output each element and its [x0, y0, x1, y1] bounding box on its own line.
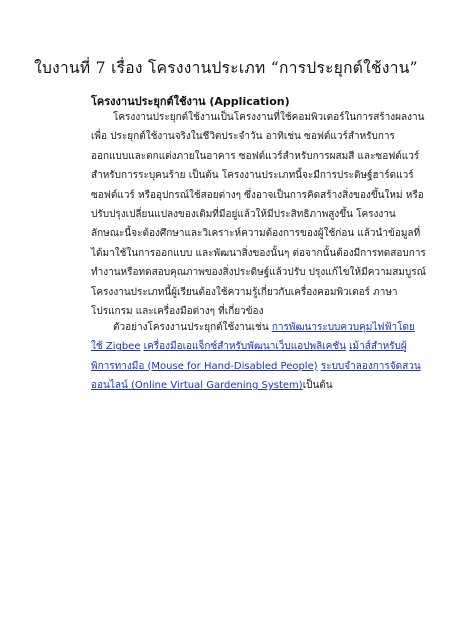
paragraph-line — [91, 376, 373, 395]
paragraph-line — [91, 337, 407, 356]
section-heading: โครงงานประยุกต์ใช้งาน (Application) — [91, 95, 290, 108]
example-link-zigbee-power-control[interactable]: การพัฒนาระบบควบคุมไฟฟ้าโดย — [271, 322, 415, 333]
paragraph-line: สำหรับการระบุคนร้าย เป็นต้น โครงงานประเภทนี้จะมีการประดิษฐ์ฮาร์ดแวร์ — [91, 170, 414, 182]
paragraph-line — [91, 318, 415, 337]
example-link-virtual-gardening[interactable]: ระบบจำลองการจัดสวน — [320, 360, 421, 372]
body-paragraph-examples — [91, 318, 421, 396]
examples-outro-text: เป็นต้น — [302, 380, 333, 392]
paragraph-line: ปรับปรุงเปลี่ยนแปลงของเดิมที่มีอยู่แล้วให้มีประสิทธิภาพสูงขึ้น โครงงาน — [91, 209, 396, 221]
example-link-zigbee-power-control[interactable]: ใช้ Zigbee — [91, 341, 141, 353]
paragraph-line: ออกแบบและตกแต่งภายในอาคาร ซอฟต์แวร์สำหรับการผสมสี และซอฟต์แวร์ — [91, 150, 420, 162]
paragraph-line: ได้มาใช้ในการออกแบบ และพัฒนาสิ่งของนั้นๆ ต่อจากนั้นต้องมีการทดสอบการ — [91, 247, 426, 259]
paragraph-line: โครงงานประยุกต์ใช้งานเป็นโครงงานที่ใช้คอมพิวเตอร์ในการสร้างผลงาน — [113, 112, 425, 123]
paragraph-line: เพื่อ ประยุกต์ใช้งานจริงในชีวิตประจำวัน อาทิเช่น ซอฟต์แวร์สำหรับการ — [91, 131, 395, 143]
page-title: ใบงานที่ 7 เรื่อง โครงงานประเภท “การประยุกต์ใช้งาน” — [34, 59, 418, 77]
paragraph-line: ทำงานหรือทดสอบคุณภาพของสิ่งประดิษฐ์แล้วปรับ ปรุงแก้ไขให้มีความสมบูรณ์ — [91, 267, 426, 279]
example-link-disabled-mouse[interactable]: เม้าส์สำหรับผู้ — [349, 341, 407, 353]
paragraph-line — [91, 357, 421, 376]
example-link-ajax-web-tool[interactable]: เครื่องมือเอแจ็กซ์สำหรับพัฒนาเว็บแอปพลิเคชัน — [143, 341, 346, 353]
paragraph-line: โปรแกรม และเครื่องมือต่างๆ ที่เกี่ยวข้อง — [91, 306, 264, 318]
examples-intro-text: ตัวอย่างโครงงานประยุกต์ใช้งานเช่น — [113, 322, 272, 333]
paragraph-line: โครงงานประเภทนี้ผู้เรียนต้องใช้ความรู้เกี่ยวกับเครื่องคอมพิวเตอร์ ภาษา — [91, 286, 398, 298]
body-paragraph-definition — [91, 108, 426, 321]
paragraph-line: ลักษณะนี้จะต้องศึกษาและวิเคราะห์ความต้องการของผู้ใช้ก่อน แล้วนำข้อมูลที่ — [91, 228, 421, 240]
example-link-disabled-mouse[interactable]: พิการทางมือ (Mouse for Hand-Disabled People) — [91, 360, 318, 372]
paragraph-line: ซอฟต์แวร์ หรืออุปกรณ์ใช้สอยต่างๆ ซึ่งอาจเป็นการคิดสร้างสิ่งของขึ้นใหม่ หรือ — [91, 189, 424, 201]
example-link-virtual-gardening[interactable]: ออนไลน์ (Online Virtual Gardening System) — [91, 380, 303, 392]
